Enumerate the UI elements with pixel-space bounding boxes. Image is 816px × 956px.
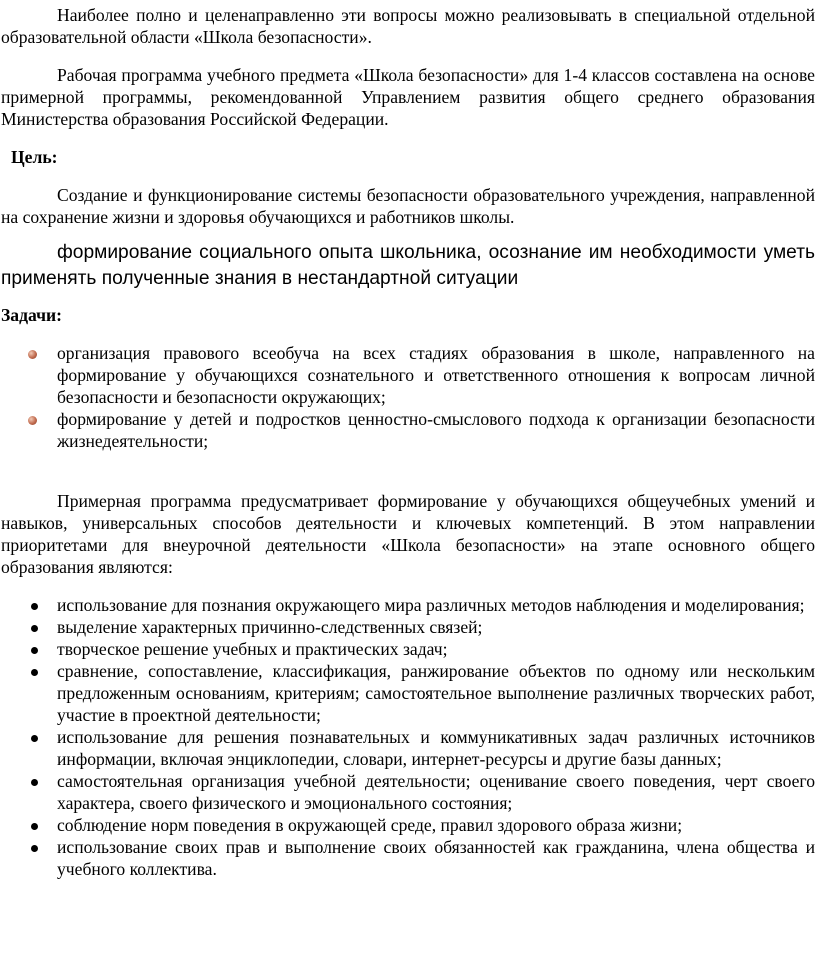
- task-text: формирование у детей и подростков ценностно-смыслового подхода к организации безопасности жизнедеятельности;: [57, 409, 815, 451]
- list-item: [1, 770, 815, 814]
- list-item: [1, 836, 815, 880]
- tasks-heading: Задачи:: [1, 305, 62, 325]
- priority-text: выделение характерных причинно-следственных связей;: [57, 617, 483, 637]
- goal-heading: Цель:: [11, 147, 58, 167]
- list-item: [1, 814, 815, 836]
- list-item: [1, 408, 815, 452]
- dot-bullet-icon: [31, 735, 38, 742]
- dot-bullet-icon: [31, 625, 38, 632]
- priority-text: использование для познания окружающего мира различных методов наблюдения и моделирования;: [57, 595, 805, 615]
- list-item: [1, 726, 815, 770]
- list-item: [1, 638, 815, 660]
- list-item: [1, 616, 815, 638]
- program-paragraph: Рабочая программа учебного предмета «Школа безопасности» для 1-4 классов составлена на основе примерной программы, рекомендованной Управлением развития общего среднего образования Министерства образования Российской Федерации.: [1, 65, 815, 129]
- priorities-paragraph: Примерная программа предусматривает формирование у обучающихся общеучебных умений и навыков, универсальных способов деятельности и ключевых компетенций. В этом направлении приоритетами для внеурочной деятельности «Школа безопасности» на этапе основного общего образования являются:: [1, 491, 815, 577]
- priority-text: самостоятельная организация учебной деятельности; оценивание своего поведения, черт своего характера, своего физического и эмоционального состояния;: [57, 771, 815, 813]
- priorities-list: [1, 594, 815, 880]
- dot-bullet-icon: [31, 779, 38, 786]
- intro-paragraph: Наиболее полно и целенаправленно эти вопросы можно реализовывать в специальной отдельной образовательной области «Школа безопасности».: [1, 5, 815, 47]
- dot-bullet-icon: [31, 845, 38, 852]
- list-item: [1, 594, 815, 616]
- priority-text: использование для решения познавательных и коммуникативных задач различных источников информации, включая энциклопедии, словари, интернет-ресурсы и другие базы данных;: [57, 727, 815, 769]
- priority-text: творческое решение учебных и практических задач;: [57, 639, 448, 659]
- goal-paragraph: Создание и функционирование системы безопасности образовательного учреждения, направленной на сохранение жизни и здоровья обучающихся и работников школы.: [1, 185, 815, 227]
- priority-text: использование своих прав и выполнение своих обязанностей как гражданина, члена общества и учебного коллектива.: [57, 837, 815, 879]
- dot-bullet-icon: [31, 647, 38, 654]
- dot-bullet-icon: [31, 669, 38, 676]
- priority-text: соблюдение норм поведения в окружающей среде, правил здорового образа жизни;: [57, 815, 683, 835]
- task-text: организация правового всеобуча на всех стадиях образования в школе, направленного на формирование у обучающихся сознательного и ответственного отношения к вопросам личной безопасности и безопасности окружающих;: [57, 343, 815, 407]
- tasks-list: [1, 342, 815, 452]
- priority-text: сравнение, сопоставление, классификация, ранжирование объектов по одному или нескольким предложенным основаниям, критериям; самостоятельное выполнение различных творческих работ, участие в проектной деятельности;: [57, 661, 815, 725]
- round-bullet-icon: [28, 416, 37, 425]
- round-bullet-icon: [28, 350, 37, 359]
- dot-bullet-icon: [31, 603, 38, 610]
- list-item: [1, 342, 815, 408]
- goal-emphasis-paragraph: формирование социального опыта школьника, осознание им необходимости уметь применять полученные знания в нестандартной ситуации: [1, 242, 815, 289]
- dot-bullet-icon: [31, 823, 38, 830]
- list-item: [1, 660, 815, 726]
